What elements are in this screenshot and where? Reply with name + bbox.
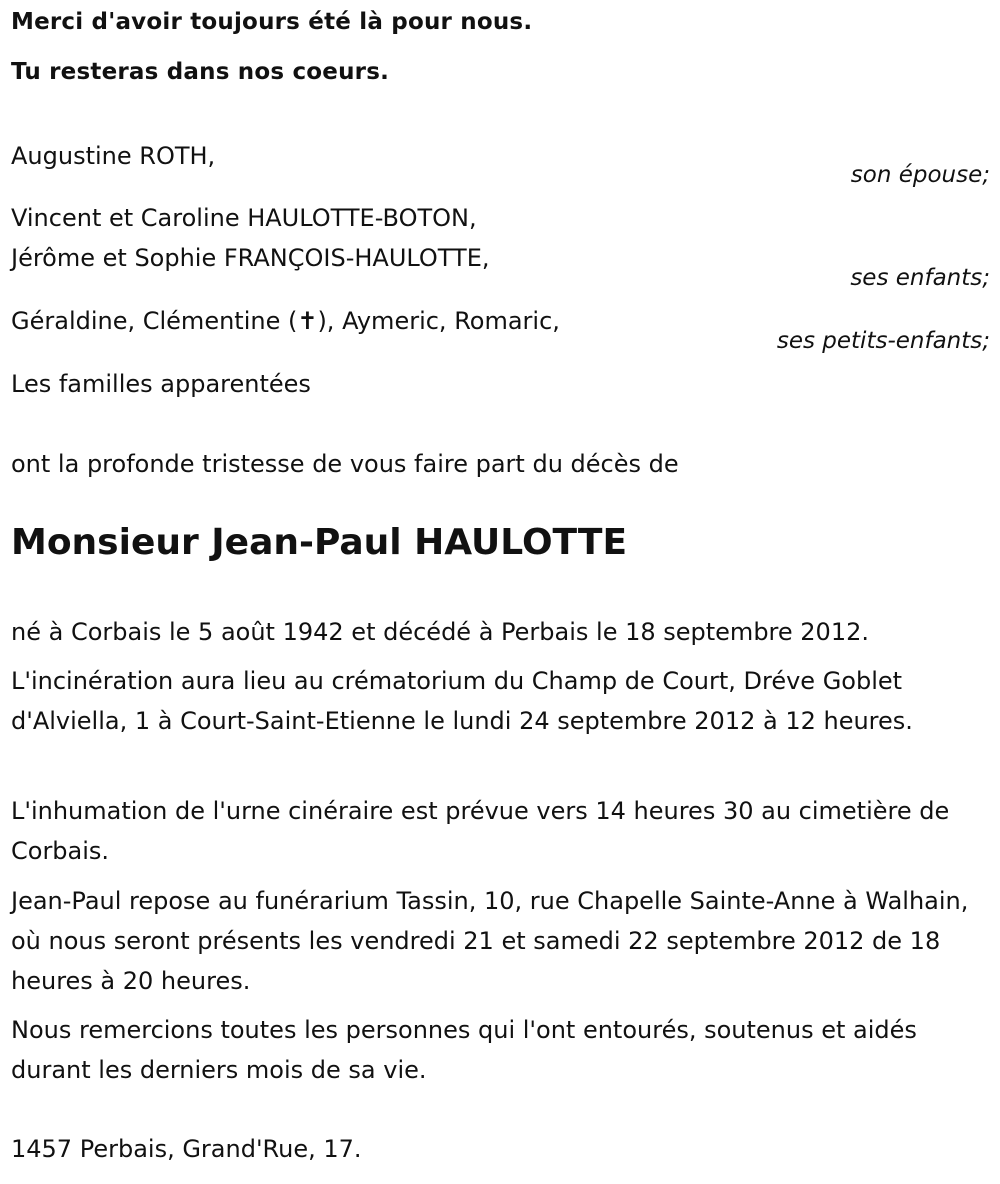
spouse-role: son épouse; — [850, 162, 990, 188]
deceased-name: Monsieur Jean-Paul HAULOTTE — [11, 522, 628, 563]
child-1: Vincent et Caroline HAULOTTE-BOTON, — [11, 204, 477, 232]
relatives-line: Les familles apparentées — [11, 370, 311, 398]
announcement-line: ont la profonde tristesse de vous faire part du décès de — [11, 450, 679, 478]
birth-death-paragraph: né à Corbais le 5 août 1942 et décédé à Perbais le 18 septembre 2012. — [11, 618, 869, 646]
intro-line-1: Merci d'avoir toujours été là pour nous. — [11, 9, 533, 35]
burial-paragraph: L'inhumation de l'urne cinéraire est prévue vers 14 heures 30 au cimetière de Corbais. — [11, 797, 950, 865]
children-role: ses enfants; — [850, 265, 990, 291]
address-line: 1457 Perbais, Grand'Rue, 17. — [11, 1135, 362, 1163]
spouse-name: Augustine ROTH, — [11, 142, 216, 170]
funeral-home-paragraph: Jean-Paul repose au funérarium Tassin, 10, rue Chapelle Sainte-Anne à Walhain, où nous seront présents les vendredi 21 et samedi 22 septembre 2012 de 18 heures à 20 heures. — [11, 887, 969, 995]
thanks-paragraph: Nous remercions toutes les personnes qui l'ont entourés, soutenus et aidés durant les derniers mois de sa vie. — [11, 1016, 917, 1084]
cremation-paragraph: L'incinération aura lieu au crématorium du Champ de Court, Dréve Goblet d'Alviella, 1 à Court-Saint-Etienne le lundi 24 septembre 2012 à 12 heures. — [11, 667, 913, 735]
intro-line-2: Tu resteras dans nos coeurs. — [11, 59, 390, 85]
child-2: Jérôme et Sophie FRANÇOIS-HAULOTTE, — [11, 244, 490, 272]
grandchildren-role: ses petits-enfants; — [776, 328, 990, 354]
grandchildren-names: Géraldine, Clémentine (✝), Aymeric, Romaric, — [11, 307, 560, 335]
